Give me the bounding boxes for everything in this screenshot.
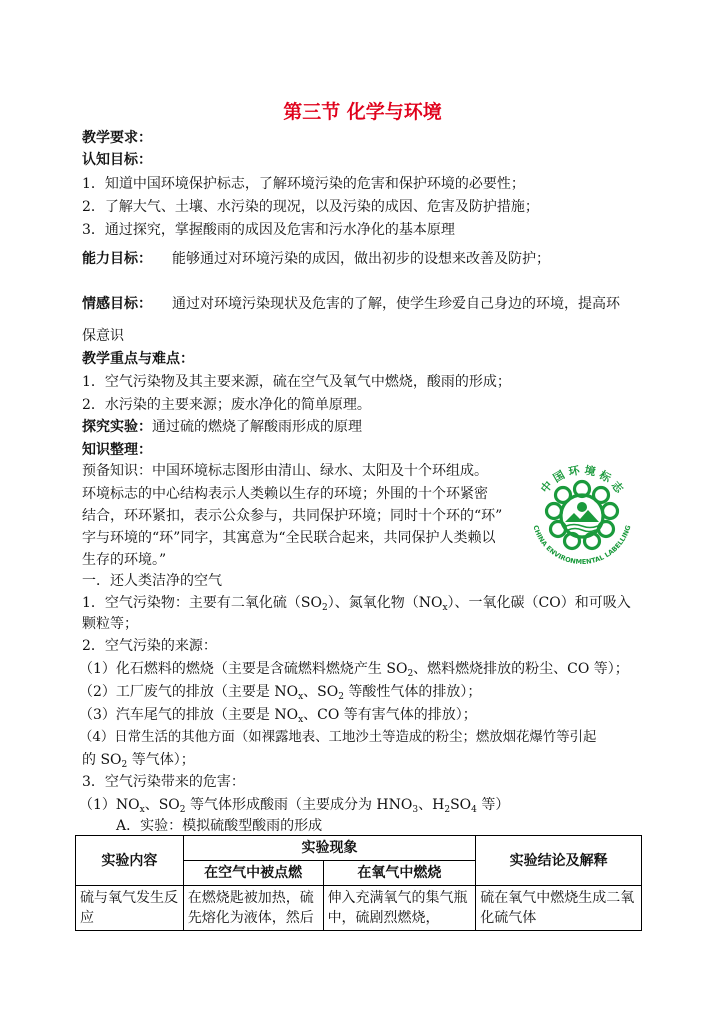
harm-1-text-b: 、SO [144,797,180,813]
cognitive-goal-3: 3．通过探究，掌握酸雨的成因及危害和污水净化的基本原理 [82,222,455,238]
experiment-line [82,417,362,437]
source-2-text-b: 、SO [303,684,339,700]
harm-heading: 3．空气污染带来的危害： [82,774,245,790]
source-2-text-a: （2）工厂废气的排放（主要是 NO [79,684,299,700]
source-1-text-a: （1）化石燃料的燃烧（主要是含硫燃料燃烧产生 SO [79,661,408,677]
pollutants-text-a: 1．空气污染物：主要有二氧化硫（SO [82,595,322,611]
subscript: x [298,692,304,702]
prep-line-5: 生存的环境。” [82,552,167,568]
page-title: 第三节 化学与环境 [283,101,442,123]
section1-title: 一．还人类洁净的空气 [82,573,222,589]
source-4-continued [82,750,195,770]
prep-line-4: 字与环境的“环”同字，其寓意为“全民联合起来，共同保护人类赖以 [82,530,496,546]
prep-line-1: 预备知识：中国环境标志图形由清山、绿水、太阳及十个环组成。 [82,463,488,479]
cell-air: 在燃烧匙被加热，硫先熔化为液体，然后 [183,886,323,931]
source-2-text-c: 等酸性气体的排放）； [343,684,482,700]
source-4-text-b: 等气体）； [127,752,195,768]
key-point-2: 2．水污染的主要来源；废水净化的简单原理。 [82,397,371,413]
knowledge-heading: 知识整理： [82,442,152,458]
source-4: （4）日常生活的其他方面（如裸露地表、工地沙土等造成的粉尘；燃放烟花爆竹等引起 [79,730,597,745]
harm-1-text-a: （1）NO [79,797,140,813]
subscript: 2 [444,805,451,815]
cell-content: 硫与氧气发生反应 [76,886,184,931]
prep-line-2: 环境标志的中心结构表示人类赖以生存的环境；外围的十个环紧密 [82,486,488,502]
ability-goal [82,249,550,269]
pollutants-text-c: ）、一氧化碳（CO）和可吸入 [447,595,631,611]
pollutants-line-1 [82,593,631,613]
harm-1-text-d: 、H [418,797,445,813]
subscript: 2 [121,760,128,770]
subscript: 3 [412,805,419,815]
subscript: x [139,805,145,815]
source-1-text-b: 、燃料燃烧排放的粉尘、CO 等）； [413,661,629,677]
source-4-text-a: 的 SO [82,752,122,768]
harm-1-text-c: 等气体形成酸雨（主要成分为 HNO [185,797,413,813]
ability-goal-text: 能够通过对环境污染的成因，做出初步的设想来改善及防护； [172,251,550,267]
sources-heading: 2．空气污染的来源： [82,638,217,654]
key-point-1: 1．空气污染物及其主要来源，硫在空气及氧气中燃烧，酸雨的形成； [82,374,511,390]
china-environmental-label-logo-icon [522,456,642,578]
subscript: 2 [321,603,328,613]
subscript: 2 [179,805,186,815]
harm-1-text-f: 等） [476,797,510,813]
source-3 [79,705,477,725]
pollutants-line-2: 颗粒等； [82,616,138,632]
source-2 [79,682,481,702]
emotion-goal-text: 通过对环境污染现状及危害的了解，使学生珍爱自己身边的环境，提高环 [172,296,620,312]
pollutants-text-b: ）、氮氧化物（NO [327,595,443,611]
emotion-goal [82,294,620,314]
header-air: 在空气中被点燃 [183,861,323,886]
cognitive-goal-2: 2．了解大气、土壤、水污染的现况，以及污染的成因、危害及防护措施； [82,199,539,215]
subscript: 2 [338,692,344,702]
header-phenomenon: 实验现象 [183,836,476,861]
source-3-text-a: （3）汽车尾气的排放（主要是 NO [79,707,299,723]
emotion-goal-label: 情感目标： [82,296,152,312]
header-conclusion: 实验结论及解释 [476,836,642,886]
ability-goal-label: 能力目标： [82,251,152,267]
cell-oxygen: 伸入充满氧气的集气瓶中，硫剧烈燃烧， [323,886,476,931]
svg-text:中 国 环 境 标 志: 中 国 环 境 标 志 [538,463,626,496]
experiment-table [75,835,642,931]
cognitive-goal-1: 1．知道中国环境保护标志，了解环境污染的危害和保护环境的必要性； [82,176,525,192]
svg-text:CHINA ENVIRONMENTAL LABELLING: CHINA ENVIRONMENTAL LABELLING [531,524,633,567]
cell-conclusion: 硫在氧气中燃烧生成二氧化硫气体 [476,886,642,931]
emotion-goal-continued: 保意识 [82,328,124,344]
subscript: 4 [471,805,477,815]
source-1 [79,659,629,679]
harm-1 [79,795,509,815]
key-points-heading: 教学重点与难点： [82,351,194,367]
subscript: 2 [407,669,414,679]
prep-line-3: 结合，环环紧扣，表示公众参与，共同保护环境；同时十个环的“环” [82,508,503,524]
experiment-text: 通过硫的燃烧了解酸雨形成的原理 [152,419,362,435]
header-oxygen: 在氧气中燃烧 [323,861,476,886]
source-3-text-b: 、CO 等有害气体的排放）； [303,707,477,723]
subscript: x [442,603,448,613]
header-content: 实验内容 [76,836,184,886]
subscript: x [298,715,304,725]
experiment-label: 探究实验： [82,419,152,435]
experiment-a-title: A．实验：模拟硫酸型酸雨的形成 [116,818,323,834]
teaching-requirements-heading: 教学要求： [82,130,152,146]
harm-1-text-e: SO [450,797,472,813]
cognitive-goals-heading: 认知目标： [82,152,152,168]
table-row [76,886,642,931]
